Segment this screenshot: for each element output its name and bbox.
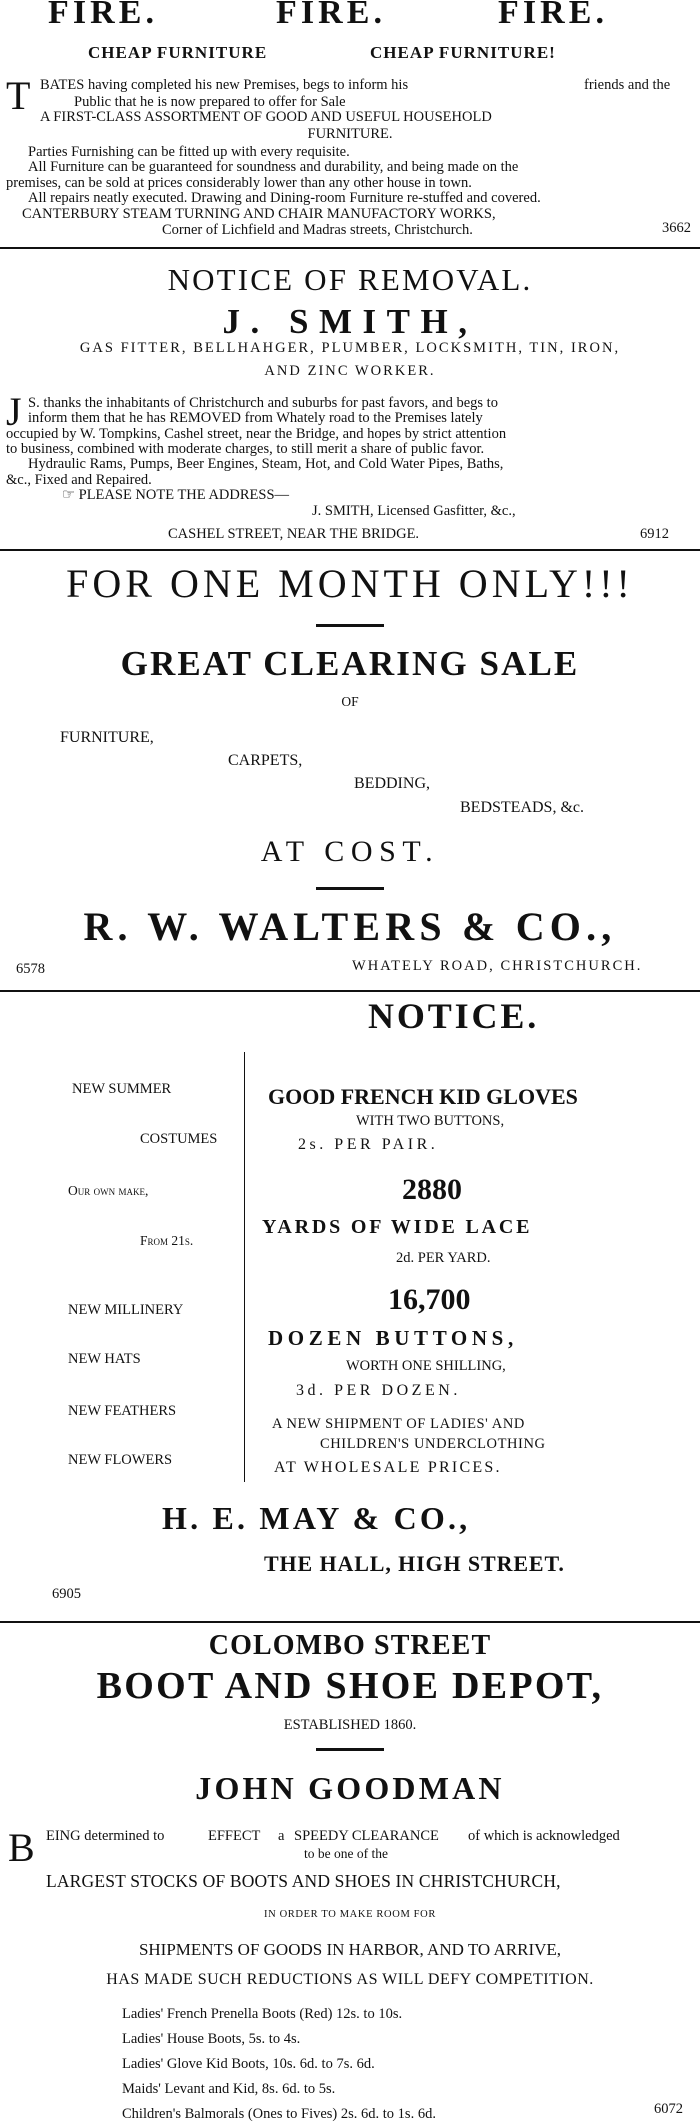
gloves-price: 2s. PER PAIR. (298, 1136, 439, 1153)
price-list-item: Ladies' Glove Kid Boots, 10s. 6d. to 7s. 6d. (122, 2056, 375, 2072)
gloves-line: GOOD FRENCH KID GLOVES (268, 1084, 578, 1109)
price-list-item: Ladies' French Prenella Boots (Red) 12s. to 10s. (122, 2006, 403, 2022)
walters-firm-name: R. W. WALTERS & CO., (83, 904, 617, 949)
brace-line (244, 1052, 245, 1482)
fire-heading-1: FIRE. (48, 0, 159, 31)
ad-ref-number: 6912 (640, 526, 669, 542)
lace-line: YARDS OF WIDE LACE (262, 1216, 533, 1238)
trades-line: GAS FITTER, BELLHAHGER, PLUMBER, LOCKSMITH, TIN, IRON, (79, 340, 621, 356)
shipment-line: A NEW SHIPMENT OF LADIES' AND (272, 1416, 525, 1432)
body-line: of which is acknowledged (468, 1828, 620, 1844)
body-line: FURNITURE. (307, 126, 393, 142)
may-firm-name: H. E. MAY & CO., (162, 1500, 471, 1536)
drop-cap-j: J (6, 389, 22, 434)
address-line: CASHEL STREET, NEAR THE BRIDGE. (168, 526, 420, 542)
lace-quantity: 2880 (402, 1173, 462, 1206)
left-column-item: NEW HATS (68, 1351, 141, 1367)
divider-rule (0, 549, 700, 551)
smith-name: J. SMITH, (222, 302, 478, 341)
in-order-line: IN ORDER TO MAKE ROOM FOR (263, 1909, 436, 1920)
fire-heading-3: FIRE. (498, 0, 609, 31)
lace-price: 2d. PER YARD. (396, 1250, 491, 1266)
sale-item: BEDDING, (354, 775, 430, 792)
short-rule (316, 624, 384, 627)
left-column-item: NEW FEATHERS (68, 1403, 177, 1419)
shipments-line: SHIPMENTS OF GOODS IN HARBOR, AND TO ARRIVE, (138, 1940, 562, 1959)
address-line: Corner of Lichfield and Madras streets, Christchurch. (162, 222, 473, 238)
buttons-line: DOZEN BUTTONS, (268, 1326, 518, 1350)
cheap-furniture-1: CHEAP FURNITURE (88, 43, 268, 62)
drop-cap-t: T (6, 73, 31, 118)
body-line: EFFECT (208, 1828, 261, 1844)
largest-stocks: LARGEST STOCKS OF BOOTS AND SHOES IN CHRISTCHURCH, (46, 1871, 561, 1891)
ad-ref-number: 6072 (654, 2101, 683, 2117)
fire-heading-2: FIRE. (276, 0, 387, 31)
buttons-price: 3d. PER DOZEN. (296, 1382, 461, 1399)
body-line: inform them that he has REMOVED from Whately road to the Premises lately (28, 410, 483, 426)
wholesale-line: AT WHOLESALE PRICES. (274, 1459, 502, 1476)
goodman-name: JOHN GOODMAN (195, 1770, 505, 1806)
gloves-detail: WITH TWO BUTTONS, (356, 1113, 505, 1129)
at-cost: AT COST. (260, 835, 440, 868)
of-word: OF (341, 694, 359, 709)
body-line: premises, can be sold at prices considerably lower than any other house in town. (6, 175, 472, 191)
cheap-furniture-2: CHEAP FURNITURE! (370, 43, 556, 62)
sale-item: FURNITURE, (60, 729, 154, 746)
body-line: to business, combined with moderate charges, to still merit a share of public favor. (6, 441, 485, 457)
body-line: A FIRST-CLASS ASSORTMENT OF GOOD AND USEFUL HOUSEHOLD (40, 109, 492, 125)
price-list-item: Maids' Levant and Kid, 8s. 6d. to 5s. (122, 2081, 336, 2097)
address-line: WHATELY ROAD, CHRISTCHURCH. (352, 958, 643, 974)
body-line: J. SMITH, Licensed Gasfitter, &c., (312, 503, 516, 519)
depot-title: BOOT AND SHOE DEPOT, (96, 1665, 604, 1707)
body-line: friends and the (584, 77, 671, 93)
body-line: Hydraulic Rams, Pumps, Beer Engines, Steam, Hot, and Cold Water Pipes, Baths, (28, 456, 504, 472)
body-line: SPEEDY CLEARANCE (294, 1828, 439, 1844)
sale-item: CARPETS, (228, 752, 303, 769)
divider-rule (0, 247, 700, 249)
left-column-item: Our own make, (68, 1183, 149, 1198)
sale-item: BEDSTEADS, &c. (460, 799, 584, 816)
body-line: occupied by W. Tompkins, Cashel street, near the Bridge, and hopes by strict attention (6, 426, 507, 442)
body-line: ☞ PLEASE NOTE THE ADDRESS— (62, 487, 290, 503)
divider-rule (0, 1621, 700, 1623)
established-line: ESTABLISHED 1860. (283, 1717, 417, 1733)
price-list-item: Ladies' House Boots, 5s. to 4s. (122, 2031, 301, 2047)
reductions-line: HAS MADE SUCH REDUCTIONS AS WILL DEFY COMPETITION. (106, 1971, 594, 1988)
body-line: All repairs neatly executed. Drawing and Dining-room Furniture re-stuffed and covered. (28, 190, 541, 206)
left-column-item: COSTUMES (140, 1131, 218, 1147)
body-line: BATES having completed his new Premises, begs to inform his (40, 77, 409, 93)
drop-cap-b: B (8, 1825, 35, 1870)
divider-rule (0, 990, 700, 992)
clearing-sale-title: GREAT CLEARING SALE (120, 644, 580, 683)
buttons-detail: WORTH ONE SHILLING, (346, 1358, 506, 1374)
ad-ref-number: 6905 (52, 1586, 81, 1602)
address-line: THE HALL, HIGH STREET. (264, 1551, 565, 1576)
buttons-quantity: 16,700 (388, 1283, 471, 1316)
body-line: EING determined to (46, 1828, 165, 1844)
removal-title: NOTICE OF REMOVAL. (167, 262, 533, 297)
notice-title: NOTICE. (368, 996, 540, 1036)
left-column-item: NEW MILLINERY (68, 1302, 184, 1318)
left-column-item: NEW FLOWERS (68, 1452, 173, 1468)
body-line: CANTERBURY STEAM TURNING AND CHAIR MANUFACTORY WORKS, (22, 206, 496, 222)
left-column-item: NEW SUMMER (72, 1081, 172, 1097)
short-rule (316, 887, 384, 890)
body-line: to be one of the (304, 1846, 388, 1861)
ad-ref-number: 3662 (662, 220, 691, 236)
body-line: Parties Furnishing can be fitted up with every requisite. (28, 144, 350, 160)
body-line: a (278, 1828, 285, 1844)
body-line: Public that he is now prepared to offer for Sale (74, 94, 346, 110)
colombo-street: COLOMBO STREET (208, 1630, 492, 1661)
left-column-item: From 21s. (140, 1233, 194, 1248)
short-rule (316, 1748, 384, 1751)
body-line: &c., Fixed and Repaired. (6, 472, 152, 488)
one-month-headline: FOR ONE MONTH ONLY!!! (66, 561, 634, 606)
shipment-line: CHILDREN'S UNDERCLOTHING (320, 1436, 546, 1452)
ad-ref-number: 6578 (16, 961, 45, 977)
body-line: S. thanks the inhabitants of Christchurch and suburbs for past favors, and begs to (28, 395, 498, 411)
trades-line: AND ZINC WORKER. (264, 363, 436, 379)
price-list-item: Children's Balmorals (Ones to Fives) 2s. 6d. to 1s. 6d. (122, 2106, 436, 2122)
body-line: All Furniture can be guaranteed for soundness and durability, and being made on the (28, 159, 519, 175)
